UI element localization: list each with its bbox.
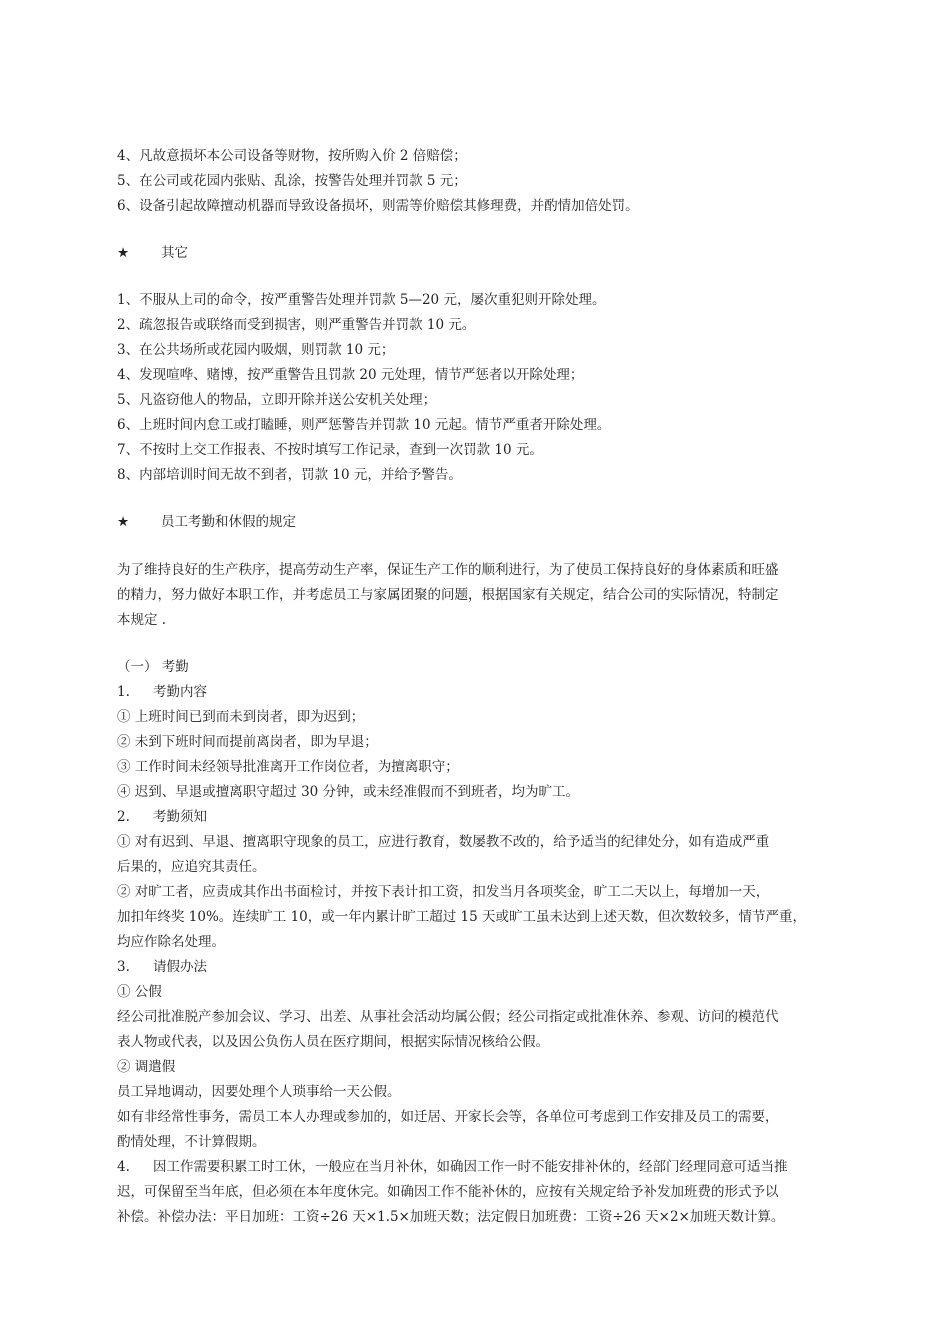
item-text: 考勤内容 bbox=[153, 684, 207, 700]
list-item: ① 对有迟到、早退、擅离职守现象的员工，应进行教育，数屡教不改的，给予适当的纪律处分，如有造成严重 bbox=[117, 834, 770, 850]
rule-line: 5、在公司或花园内张贴、乱涂，按警告处理并罚款 5 元； bbox=[117, 173, 467, 189]
rule-line: 1、不服从上司的命令，按严重警告处理并罚款 5—20 元，屡次重犯则开除处理。 bbox=[117, 292, 606, 308]
item-number: 3. bbox=[117, 959, 130, 975]
list-item: ④ 迟到、早退或擅离职守超过 30 分钟，或未经准假而不到班者，均为旷工。 bbox=[117, 784, 580, 800]
rule-line: 5、凡盗窃他人的物品，立即开除并送公安机关处理； bbox=[117, 392, 437, 408]
item-text: 考勤须知 bbox=[153, 809, 207, 825]
paragraph-line: 经公司批准脱产参加会议、学习、出差、从事社会活动均属公假；经公司指定或批准休养、参观、访问的模范代 bbox=[117, 1009, 779, 1025]
paragraph-line: 的精力，努力做好本职工作，并考虑员工与家属团聚的问题，根据国家有关规定，结合公司的实际情况，特制定 bbox=[117, 587, 779, 603]
rule-line: 8、内部培训时间无故不到者，罚款 10 元，并给予警告。 bbox=[117, 467, 462, 483]
paragraph-line: 如有非经常性事务，需员工本人办理或参加的，如迁居、开家长会等，各单位可考虑到工作安排及员工的需要， bbox=[117, 1109, 779, 1125]
paragraph-line: 补偿。补偿办法：平日加班：工资÷26 天×1.5×加班天数；法定假日加班费：工资÷26 天×2×加班天数计算。 bbox=[117, 1209, 785, 1225]
list-item: 加扣年终奖 10%。连续旷工 10，或一年内累计旷工超过 15 天或旷工虽未达到上述天数，但次数较多，情节严重， bbox=[117, 909, 807, 925]
item-text: 因工作需要积累工时工休，一般应在当月补休，如确因工作一时不能安排补休的，经部门经理同意可适当推 bbox=[153, 1159, 788, 1175]
section-title: 员工考勤和休假的规定 bbox=[161, 514, 296, 530]
list-item: ② 未到下班时间而提前离岗者，即为早退； bbox=[117, 734, 378, 750]
item-text: 请假办法 bbox=[153, 959, 207, 975]
paragraph-line: 酌情处理，不计算假期。 bbox=[117, 1134, 266, 1150]
list-item: ③ 工作时间未经领导批准离开工作岗位者，为擅离职守； bbox=[117, 759, 459, 775]
list-item: ② 调遣假 bbox=[117, 1059, 176, 1075]
numbered-heading bbox=[117, 957, 827, 977]
paragraph-line: 为了维持良好的生产秩序，提高劳动生产率，保证生产工作的顺利进行，为了使员工保持良好的身体素质和旺盛 bbox=[117, 562, 779, 578]
numbered-heading bbox=[117, 807, 827, 827]
subsection-title: （一） 考勤 bbox=[117, 659, 189, 675]
numbered-heading bbox=[117, 1157, 827, 1177]
item-number: 4. bbox=[117, 1159, 130, 1175]
paragraph-line: 迟，可保留至当年底，但必须在本年度休完。如确因工作不能补休的，应按有关规定给予补发加班费的形式予以 bbox=[117, 1184, 779, 1200]
rule-line: 6、设备引起故障擅动机器而导致设备损坏，则需等价赔偿其修理费，并酌情加倍处罚。 bbox=[117, 198, 639, 214]
star-icon: ★ bbox=[117, 245, 130, 261]
numbered-heading bbox=[117, 682, 827, 702]
paragraph-line: 员工异地调动，因要处理个人琐事给一天公假。 bbox=[117, 1084, 401, 1100]
paragraph-line: 表人物或代表，以及因公负伤人员在医疗期间，根据实际情况核给公假。 bbox=[117, 1034, 549, 1050]
rule-line: 7、不按时上交工作报表、不按时填写工作记录，查到一次罚款 10 元。 bbox=[117, 442, 543, 458]
item-number: 1. bbox=[117, 684, 130, 700]
section-title: 其它 bbox=[161, 245, 188, 261]
section-heading-other bbox=[117, 243, 827, 263]
item-number: 2. bbox=[117, 809, 130, 825]
list-item: 均应作除名处理。 bbox=[117, 934, 225, 950]
rule-line: 4、凡故意损坏本公司设备等财物，按所购入价 2 倍赔偿； bbox=[117, 148, 467, 164]
star-icon: ★ bbox=[117, 514, 130, 530]
rule-line: 3、在公共场所或花园内吸烟，则罚款 10 元； bbox=[117, 342, 395, 358]
list-item: 后果的，应追究其责任。 bbox=[117, 859, 266, 875]
paragraph-line: 本规定 . bbox=[117, 612, 167, 628]
rule-line: 6、上班时间内怠工或打瞌睡，则严惩警告并罚款 10 元起。情节严重者开除处理。 bbox=[117, 417, 611, 433]
list-item: ② 对旷工者，应责成其作出书面检讨，并按下表计扣工资，扣发当月各项奖金，旷工二天以上，每增加一天， bbox=[117, 884, 770, 900]
list-item: ① 上班时间已到而未到岗者，即为迟到； bbox=[117, 709, 365, 725]
rule-line: 4、发现喧哗、赌博，按严重警告且罚款 20 元处理，情节严惩者以开除处理； bbox=[117, 367, 584, 383]
rule-line: 2、疏忽报告或联络而受到损害，则严重警告并罚款 10 元。 bbox=[117, 317, 476, 333]
list-item: ① 公假 bbox=[117, 984, 162, 1000]
section-heading-attendance bbox=[117, 512, 827, 532]
